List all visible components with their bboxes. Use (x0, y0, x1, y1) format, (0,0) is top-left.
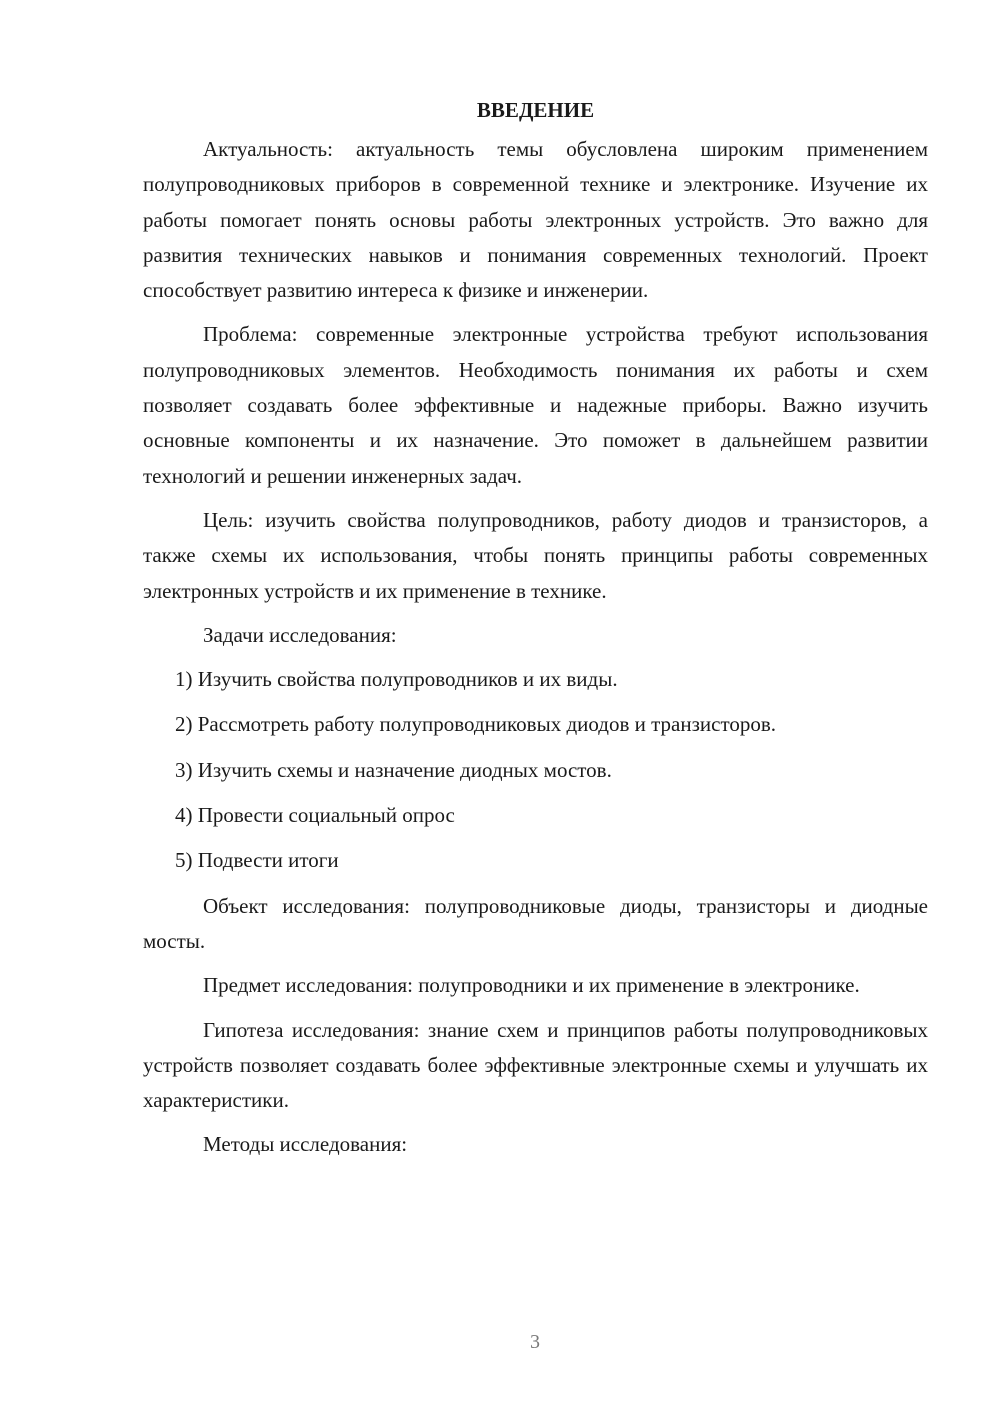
paragraph-subject: Предмет исследования: полупроводники и их применение в электронике. (203, 973, 860, 998)
paragraph-tasks-intro: Задачи исследования: (203, 622, 397, 647)
list-item: 4) Провести социальный опрос (175, 803, 455, 828)
document-page (143, 92, 928, 1172)
page-number: 3 (530, 1331, 540, 1353)
paragraph-methods: Методы исследования: (203, 1132, 408, 1157)
paragraph-hypothesis: Гипотеза исследования: знание схем и принципов работы полупроводниковых устройств позволяет создавать более эффективные электронные схемы и улучшать их характеристики. (143, 1017, 928, 1113)
tasks-list (143, 662, 928, 878)
list-item: 5) Подвести итоги (175, 848, 339, 873)
list-item: 3) Изучить схемы и назначение диодных мостов. (175, 757, 612, 782)
list-item: 2) Рассмотреть работу полупроводниковых диодов и транзисторов. (175, 712, 777, 737)
paragraph-object: Объект исследования: полупроводниковые диоды, транзисторы и диодные мосты. (143, 893, 928, 953)
paragraph-relevance: Актуальность: актуальность темы обусловлена широким применением полупроводниковых приборов в современной технике и электронике. Изучение их работы помогает понять основы работы электронных устройств. Это важно для развития технических навыков и понимания современных технологий. Проект способствует развитию интереса к физике и инженерии. (143, 137, 928, 303)
list-item: 1) Изучить свойства полупроводников и их виды. (175, 667, 618, 692)
section-heading: ВВЕДЕНИЕ (476, 98, 595, 122)
paragraph-problem: Проблема: современные электронные устройства требуют использования полупроводниковых элементов. Необходимость понимания их работы и схем позволяет создавать более эффективные и надежные приборы. Важно изучить основные компоненты и их назначение. Это поможет в дальнейшем развитии технологий и решении инженерных задач. (143, 322, 928, 488)
paragraph-goal: Цель: изучить свойства полупроводников, работу диодов и транзисторов, а также схемы их использования, чтобы понять принципы работы современных электронных устройств и их применение в технике. (143, 507, 928, 603)
